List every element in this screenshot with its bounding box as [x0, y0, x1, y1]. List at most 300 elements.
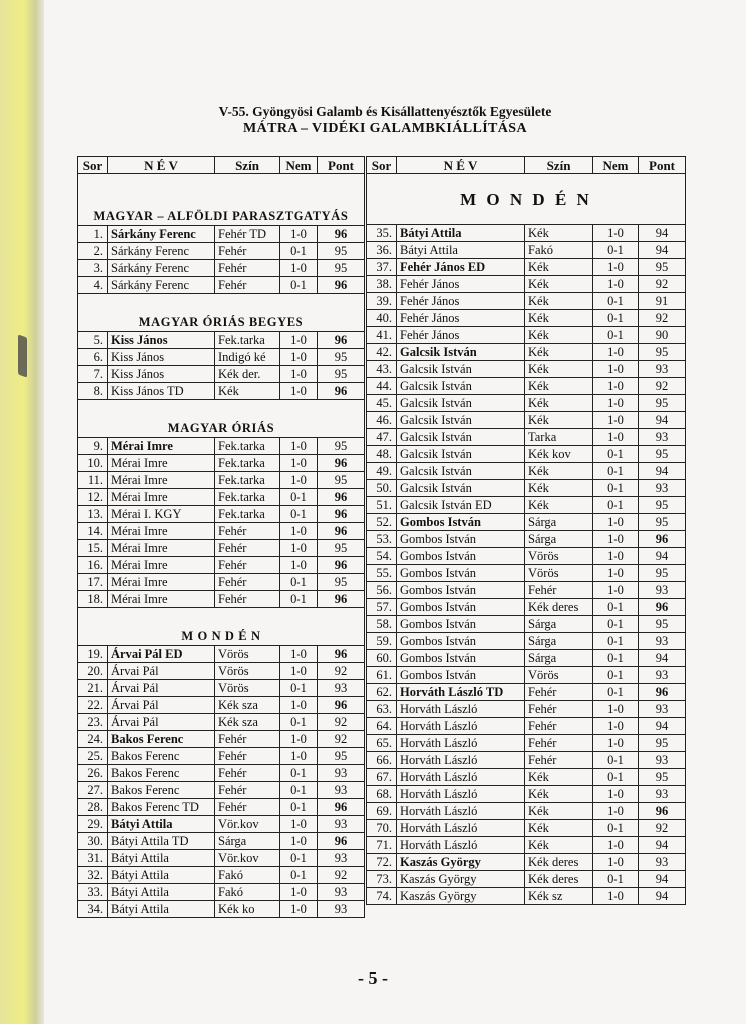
- row-number-cell: 29.: [78, 816, 108, 833]
- sex-cell: 1-0: [593, 361, 639, 378]
- sex-cell: 0-1: [593, 480, 639, 497]
- points-cell: 96: [318, 455, 365, 472]
- table-row: [367, 803, 686, 820]
- points-cell: 94: [639, 242, 686, 259]
- points-cell: 96: [318, 226, 365, 243]
- points-cell: 96: [318, 506, 365, 523]
- points-cell: 94: [639, 412, 686, 429]
- row-number-cell: 17.: [78, 574, 108, 591]
- name-cell: Bakos Ferenc: [108, 731, 215, 748]
- sex-cell: 0-1: [280, 680, 318, 697]
- points-cell: 92: [318, 731, 365, 748]
- row-number-cell: 28.: [78, 799, 108, 816]
- color-cell: Kék: [525, 803, 593, 820]
- sex-cell: 0-1: [280, 765, 318, 782]
- row-number-cell: 65.: [367, 735, 397, 752]
- sex-cell: 1-0: [280, 697, 318, 714]
- points-cell: 96: [318, 833, 365, 850]
- points-cell: 95: [318, 540, 365, 557]
- table-row: [367, 514, 686, 531]
- row-number-cell: 10.: [78, 455, 108, 472]
- sex-cell: 1-0: [593, 803, 639, 820]
- table-row: [78, 226, 365, 243]
- sex-cell: 1-0: [593, 514, 639, 531]
- points-cell: 95: [639, 395, 686, 412]
- color-cell: Fehér: [215, 748, 280, 765]
- name-cell: Horváth László: [397, 837, 525, 854]
- page-number: - 5 -: [358, 968, 388, 988]
- table-row: [367, 293, 686, 310]
- table-row: [367, 718, 686, 735]
- points-cell: 93: [639, 854, 686, 871]
- color-cell: Kék: [525, 276, 593, 293]
- name-cell: Fehér János ED: [397, 259, 525, 276]
- points-cell: 94: [639, 463, 686, 480]
- row-number-cell: 57.: [367, 599, 397, 616]
- color-cell: Fehér: [215, 574, 280, 591]
- row-number-cell: 53.: [367, 531, 397, 548]
- points-cell: 92: [318, 867, 365, 884]
- name-cell: Gombos István: [397, 667, 525, 684]
- table-row: [78, 867, 365, 884]
- color-cell: Fehér: [525, 718, 593, 735]
- color-cell: Sárga: [525, 650, 593, 667]
- row-number-cell: 43.: [367, 361, 397, 378]
- sex-cell: 1-0: [593, 378, 639, 395]
- name-cell: Árvai Pál: [108, 714, 215, 731]
- sex-cell: 0-1: [280, 489, 318, 506]
- table-row: [78, 833, 365, 850]
- sex-cell: 1-0: [593, 395, 639, 412]
- table-row: [78, 243, 365, 260]
- color-cell: Fehér: [525, 701, 593, 718]
- club-title: V-55. Gyöngyösi Galamb és Kisállattenyésztők Egyesülete: [218, 104, 552, 119]
- table-row: [78, 506, 365, 523]
- points-cell: 93: [639, 667, 686, 684]
- spine-mark: [18, 334, 27, 377]
- color-cell: Kék ko: [215, 901, 280, 918]
- sex-cell: 0-1: [593, 769, 639, 786]
- table-row: [367, 650, 686, 667]
- points-cell: 93: [639, 480, 686, 497]
- sex-cell: 1-0: [280, 332, 318, 349]
- points-cell: 96: [318, 332, 365, 349]
- color-cell: Kék: [215, 383, 280, 400]
- name-cell: Árvai Pál ED: [108, 646, 215, 663]
- name-cell: Horváth László: [397, 701, 525, 718]
- color-cell: Kék: [525, 480, 593, 497]
- color-cell: Fek.tarka: [215, 455, 280, 472]
- row-number-cell: 52.: [367, 514, 397, 531]
- name-cell: Horváth László: [397, 820, 525, 837]
- points-cell: 94: [639, 548, 686, 565]
- color-cell: Fek.tarka: [215, 438, 280, 455]
- sex-cell: 1-0: [593, 548, 639, 565]
- row-number-cell: 56.: [367, 582, 397, 599]
- row-number-cell: 41.: [367, 327, 397, 344]
- table-row: [78, 332, 365, 349]
- row-number-cell: 8.: [78, 383, 108, 400]
- table-row: [367, 395, 686, 412]
- row-number-cell: 38.: [367, 276, 397, 293]
- points-cell: 93: [639, 752, 686, 769]
- name-cell: Mérai I. KGY: [108, 506, 215, 523]
- row-number-cell: 47.: [367, 429, 397, 446]
- row-number-cell: 50.: [367, 480, 397, 497]
- name-cell: Gombos István: [397, 582, 525, 599]
- color-cell: Kék: [525, 225, 593, 242]
- sex-cell: 0-1: [593, 497, 639, 514]
- col-sor: Sor: [367, 157, 397, 174]
- color-cell: Kék: [525, 361, 593, 378]
- name-cell: Horváth László: [397, 735, 525, 752]
- points-cell: 91: [639, 293, 686, 310]
- color-cell: Fehér: [215, 765, 280, 782]
- sex-cell: 0-1: [280, 506, 318, 523]
- row-number-cell: 67.: [367, 769, 397, 786]
- name-cell: Mérai Imre: [108, 574, 215, 591]
- row-number-cell: 42.: [367, 344, 397, 361]
- name-cell: Horváth László: [397, 803, 525, 820]
- points-cell: 94: [639, 871, 686, 888]
- points-cell: 95: [318, 574, 365, 591]
- table-row: [78, 782, 365, 799]
- name-cell: Galcsik István: [397, 344, 525, 361]
- color-cell: Sárga: [525, 514, 593, 531]
- sex-cell: 0-1: [280, 850, 318, 867]
- row-number-cell: 22.: [78, 697, 108, 714]
- sex-cell: 1-0: [280, 540, 318, 557]
- sex-cell: 1-0: [280, 438, 318, 455]
- table-row: [367, 616, 686, 633]
- color-cell: Fehér: [215, 557, 280, 574]
- name-cell: Gombos István: [397, 548, 525, 565]
- color-cell: Kék sza: [215, 714, 280, 731]
- color-cell: Kék sz: [525, 888, 593, 905]
- table-row: [78, 540, 365, 557]
- color-cell: Vörös: [525, 548, 593, 565]
- sex-cell: 1-0: [593, 412, 639, 429]
- table-row: [367, 684, 686, 701]
- points-cell: 95: [318, 260, 365, 277]
- table-row: [367, 259, 686, 276]
- left-table-header: [78, 157, 365, 174]
- color-cell: Sárga: [525, 531, 593, 548]
- table-row: [367, 667, 686, 684]
- points-cell: 93: [318, 782, 365, 799]
- color-cell: Vör.kov: [215, 816, 280, 833]
- name-cell: Kiss János: [108, 366, 215, 383]
- points-cell: 96: [318, 383, 365, 400]
- color-cell: Fehér TD: [215, 226, 280, 243]
- name-cell: Galcsik István: [397, 378, 525, 395]
- points-cell: 96: [639, 599, 686, 616]
- table-row: [367, 752, 686, 769]
- name-cell: Galcsik István: [397, 412, 525, 429]
- color-cell: Kék kov: [525, 446, 593, 463]
- points-cell: 92: [639, 378, 686, 395]
- table-row: [78, 731, 365, 748]
- points-cell: 93: [639, 429, 686, 446]
- points-cell: 95: [639, 514, 686, 531]
- sex-cell: 0-1: [593, 684, 639, 701]
- color-cell: Kék: [525, 412, 593, 429]
- color-cell: Kék der.: [215, 366, 280, 383]
- points-cell: 95: [639, 259, 686, 276]
- color-cell: Fehér: [215, 243, 280, 260]
- table-row: [367, 429, 686, 446]
- sex-cell: 1-0: [593, 565, 639, 582]
- table-row: [367, 633, 686, 650]
- name-cell: Kiss János: [108, 332, 215, 349]
- row-number-cell: 34.: [78, 901, 108, 918]
- name-cell: Mérai Imre: [108, 523, 215, 540]
- color-cell: Fehér: [215, 782, 280, 799]
- table-row: [78, 816, 365, 833]
- points-cell: 95: [639, 616, 686, 633]
- table-row: [78, 884, 365, 901]
- name-cell: Mérai Imre: [108, 489, 215, 506]
- row-number-cell: 15.: [78, 540, 108, 557]
- table-row: [78, 591, 365, 608]
- points-cell: 96: [639, 531, 686, 548]
- points-cell: 95: [639, 497, 686, 514]
- name-cell: Horváth László: [397, 718, 525, 735]
- color-cell: Fehér: [525, 582, 593, 599]
- name-cell: Horváth László TD: [397, 684, 525, 701]
- table-row: [78, 472, 365, 489]
- table-row: [367, 769, 686, 786]
- name-cell: Fehér János: [397, 276, 525, 293]
- row-number-cell: 3.: [78, 260, 108, 277]
- sex-cell: 0-1: [593, 446, 639, 463]
- points-cell: 96: [318, 591, 365, 608]
- row-number-cell: 31.: [78, 850, 108, 867]
- color-cell: Kék: [525, 395, 593, 412]
- points-cell: 93: [318, 884, 365, 901]
- sex-cell: 1-0: [280, 523, 318, 540]
- points-cell: 92: [318, 663, 365, 680]
- row-number-cell: 55.: [367, 565, 397, 582]
- name-cell: Kaszás György: [397, 888, 525, 905]
- col-pont: Pont: [639, 157, 686, 174]
- color-cell: Fek.tarka: [215, 506, 280, 523]
- row-number-cell: 51.: [367, 497, 397, 514]
- points-cell: 94: [639, 837, 686, 854]
- sex-cell: 0-1: [593, 752, 639, 769]
- sex-cell: 0-1: [280, 867, 318, 884]
- book-spine: [0, 0, 44, 1024]
- sex-cell: 0-1: [280, 799, 318, 816]
- color-cell: Kék: [525, 837, 593, 854]
- table-row: [367, 480, 686, 497]
- col-nev: N É V: [108, 157, 215, 174]
- color-cell: Sárga: [525, 616, 593, 633]
- color-cell: Kék: [525, 327, 593, 344]
- color-cell: Kék deres: [525, 871, 593, 888]
- sex-cell: 1-0: [280, 833, 318, 850]
- row-number-cell: 27.: [78, 782, 108, 799]
- table-row: [367, 497, 686, 514]
- table-row: [78, 523, 365, 540]
- sex-cell: 1-0: [593, 701, 639, 718]
- sex-cell: 0-1: [593, 463, 639, 480]
- section-header-row: [78, 400, 365, 438]
- name-cell: Galcsik István: [397, 446, 525, 463]
- points-cell: 92: [639, 310, 686, 327]
- name-cell: Bakos Ferenc: [108, 748, 215, 765]
- row-number-cell: 37.: [367, 259, 397, 276]
- name-cell: Galcsik István: [397, 463, 525, 480]
- row-number-cell: 20.: [78, 663, 108, 680]
- sex-cell: 1-0: [280, 646, 318, 663]
- row-number-cell: 44.: [367, 378, 397, 395]
- name-cell: Bátyi Attila TD: [108, 833, 215, 850]
- name-cell: Bátyi Attila: [108, 816, 215, 833]
- section-title: M O N D É N: [78, 608, 365, 646]
- row-number-cell: 14.: [78, 523, 108, 540]
- color-cell: Kék: [525, 310, 593, 327]
- col-szin: Szín: [215, 157, 280, 174]
- sex-cell: 0-1: [280, 782, 318, 799]
- points-cell: 95: [639, 769, 686, 786]
- name-cell: Bakos Ferenc: [108, 765, 215, 782]
- table-row: [78, 489, 365, 506]
- right-table-header: [367, 157, 686, 174]
- row-number-cell: 70.: [367, 820, 397, 837]
- row-number-cell: 69.: [367, 803, 397, 820]
- section-title: MAGYAR – ALFÖLDI PARASZTGATYÁS: [78, 174, 365, 226]
- color-cell: Vörös: [215, 646, 280, 663]
- color-cell: Kék: [525, 463, 593, 480]
- points-cell: 95: [639, 565, 686, 582]
- table-row: [78, 799, 365, 816]
- table-row: [78, 455, 365, 472]
- color-cell: Fek.tarka: [215, 332, 280, 349]
- color-cell: Kék: [525, 769, 593, 786]
- row-number-cell: 48.: [367, 446, 397, 463]
- sex-cell: 1-0: [593, 531, 639, 548]
- table-row: [78, 349, 365, 366]
- sex-cell: 1-0: [593, 854, 639, 871]
- row-number-cell: 23.: [78, 714, 108, 731]
- row-number-cell: 71.: [367, 837, 397, 854]
- table-row: [367, 531, 686, 548]
- row-number-cell: 59.: [367, 633, 397, 650]
- left-results-table: [77, 156, 365, 918]
- table-row: [367, 871, 686, 888]
- color-cell: Vörös: [215, 680, 280, 697]
- points-cell: 93: [318, 680, 365, 697]
- name-cell: Bátyi Attila: [108, 884, 215, 901]
- table-row: [367, 412, 686, 429]
- row-number-cell: 54.: [367, 548, 397, 565]
- sex-cell: 0-1: [280, 243, 318, 260]
- row-number-cell: 66.: [367, 752, 397, 769]
- points-cell: 90: [639, 327, 686, 344]
- points-cell: 95: [318, 366, 365, 383]
- name-cell: Gombos István: [397, 616, 525, 633]
- sex-cell: 1-0: [593, 276, 639, 293]
- row-number-cell: 9.: [78, 438, 108, 455]
- section-header-row: [78, 294, 365, 332]
- row-number-cell: 33.: [78, 884, 108, 901]
- sex-cell: 0-1: [593, 599, 639, 616]
- row-number-cell: 40.: [367, 310, 397, 327]
- row-number-cell: 46.: [367, 412, 397, 429]
- table-row: [78, 680, 365, 697]
- color-cell: Fehér: [525, 684, 593, 701]
- section-title: M O N D É N: [367, 174, 686, 225]
- table-row: [367, 837, 686, 854]
- sex-cell: 1-0: [593, 718, 639, 735]
- row-number-cell: 2.: [78, 243, 108, 260]
- table-row: [78, 438, 365, 455]
- name-cell: Sárkány Ferenc: [108, 243, 215, 260]
- sex-cell: 0-1: [593, 650, 639, 667]
- points-cell: 92: [639, 820, 686, 837]
- color-cell: Fehér: [215, 731, 280, 748]
- color-cell: Kék deres: [525, 854, 593, 871]
- name-cell: Gombos István: [397, 514, 525, 531]
- sex-cell: 1-0: [280, 455, 318, 472]
- exhibition-title: MÁTRA – VIDÉKI GALAMBKIÁLLÍTÁSA: [242, 121, 528, 136]
- name-cell: Fehér János: [397, 293, 525, 310]
- sex-cell: 1-0: [593, 786, 639, 803]
- points-cell: 96: [318, 523, 365, 540]
- table-row: [78, 366, 365, 383]
- points-cell: 93: [639, 786, 686, 803]
- name-cell: Galcsik István: [397, 480, 525, 497]
- color-cell: Fek.tarka: [215, 472, 280, 489]
- table-row: [78, 277, 365, 294]
- row-number-cell: 18.: [78, 591, 108, 608]
- points-cell: 93: [639, 582, 686, 599]
- col-nem: Nem: [280, 157, 318, 174]
- row-number-cell: 24.: [78, 731, 108, 748]
- sex-cell: 1-0: [593, 735, 639, 752]
- sex-cell: 1-0: [593, 888, 639, 905]
- table-row: [367, 888, 686, 905]
- section-title: MAGYAR ÓRIÁS: [78, 400, 365, 438]
- name-cell: Gombos István: [397, 565, 525, 582]
- name-cell: Horváth László: [397, 752, 525, 769]
- points-cell: 94: [639, 718, 686, 735]
- color-cell: Fakó: [215, 867, 280, 884]
- sex-cell: 1-0: [593, 582, 639, 599]
- name-cell: Fehér János: [397, 310, 525, 327]
- table-row: [367, 735, 686, 752]
- table-row: [367, 446, 686, 463]
- points-cell: 95: [318, 243, 365, 260]
- color-cell: Kék: [525, 786, 593, 803]
- points-cell: 96: [318, 277, 365, 294]
- row-number-cell: 60.: [367, 650, 397, 667]
- sex-cell: 1-0: [280, 383, 318, 400]
- name-cell: Gombos István: [397, 531, 525, 548]
- color-cell: Fehér: [525, 752, 593, 769]
- section-header-row: [78, 174, 365, 226]
- table-row: [78, 383, 365, 400]
- table-row: [367, 463, 686, 480]
- sex-cell: 0-1: [593, 616, 639, 633]
- name-cell: Árvai Pál: [108, 663, 215, 680]
- table-row: [78, 260, 365, 277]
- section-title: MAGYAR ÓRIÁS BEGYES: [78, 294, 365, 332]
- sex-cell: 1-0: [593, 259, 639, 276]
- points-cell: 96: [639, 803, 686, 820]
- table-row: [78, 697, 365, 714]
